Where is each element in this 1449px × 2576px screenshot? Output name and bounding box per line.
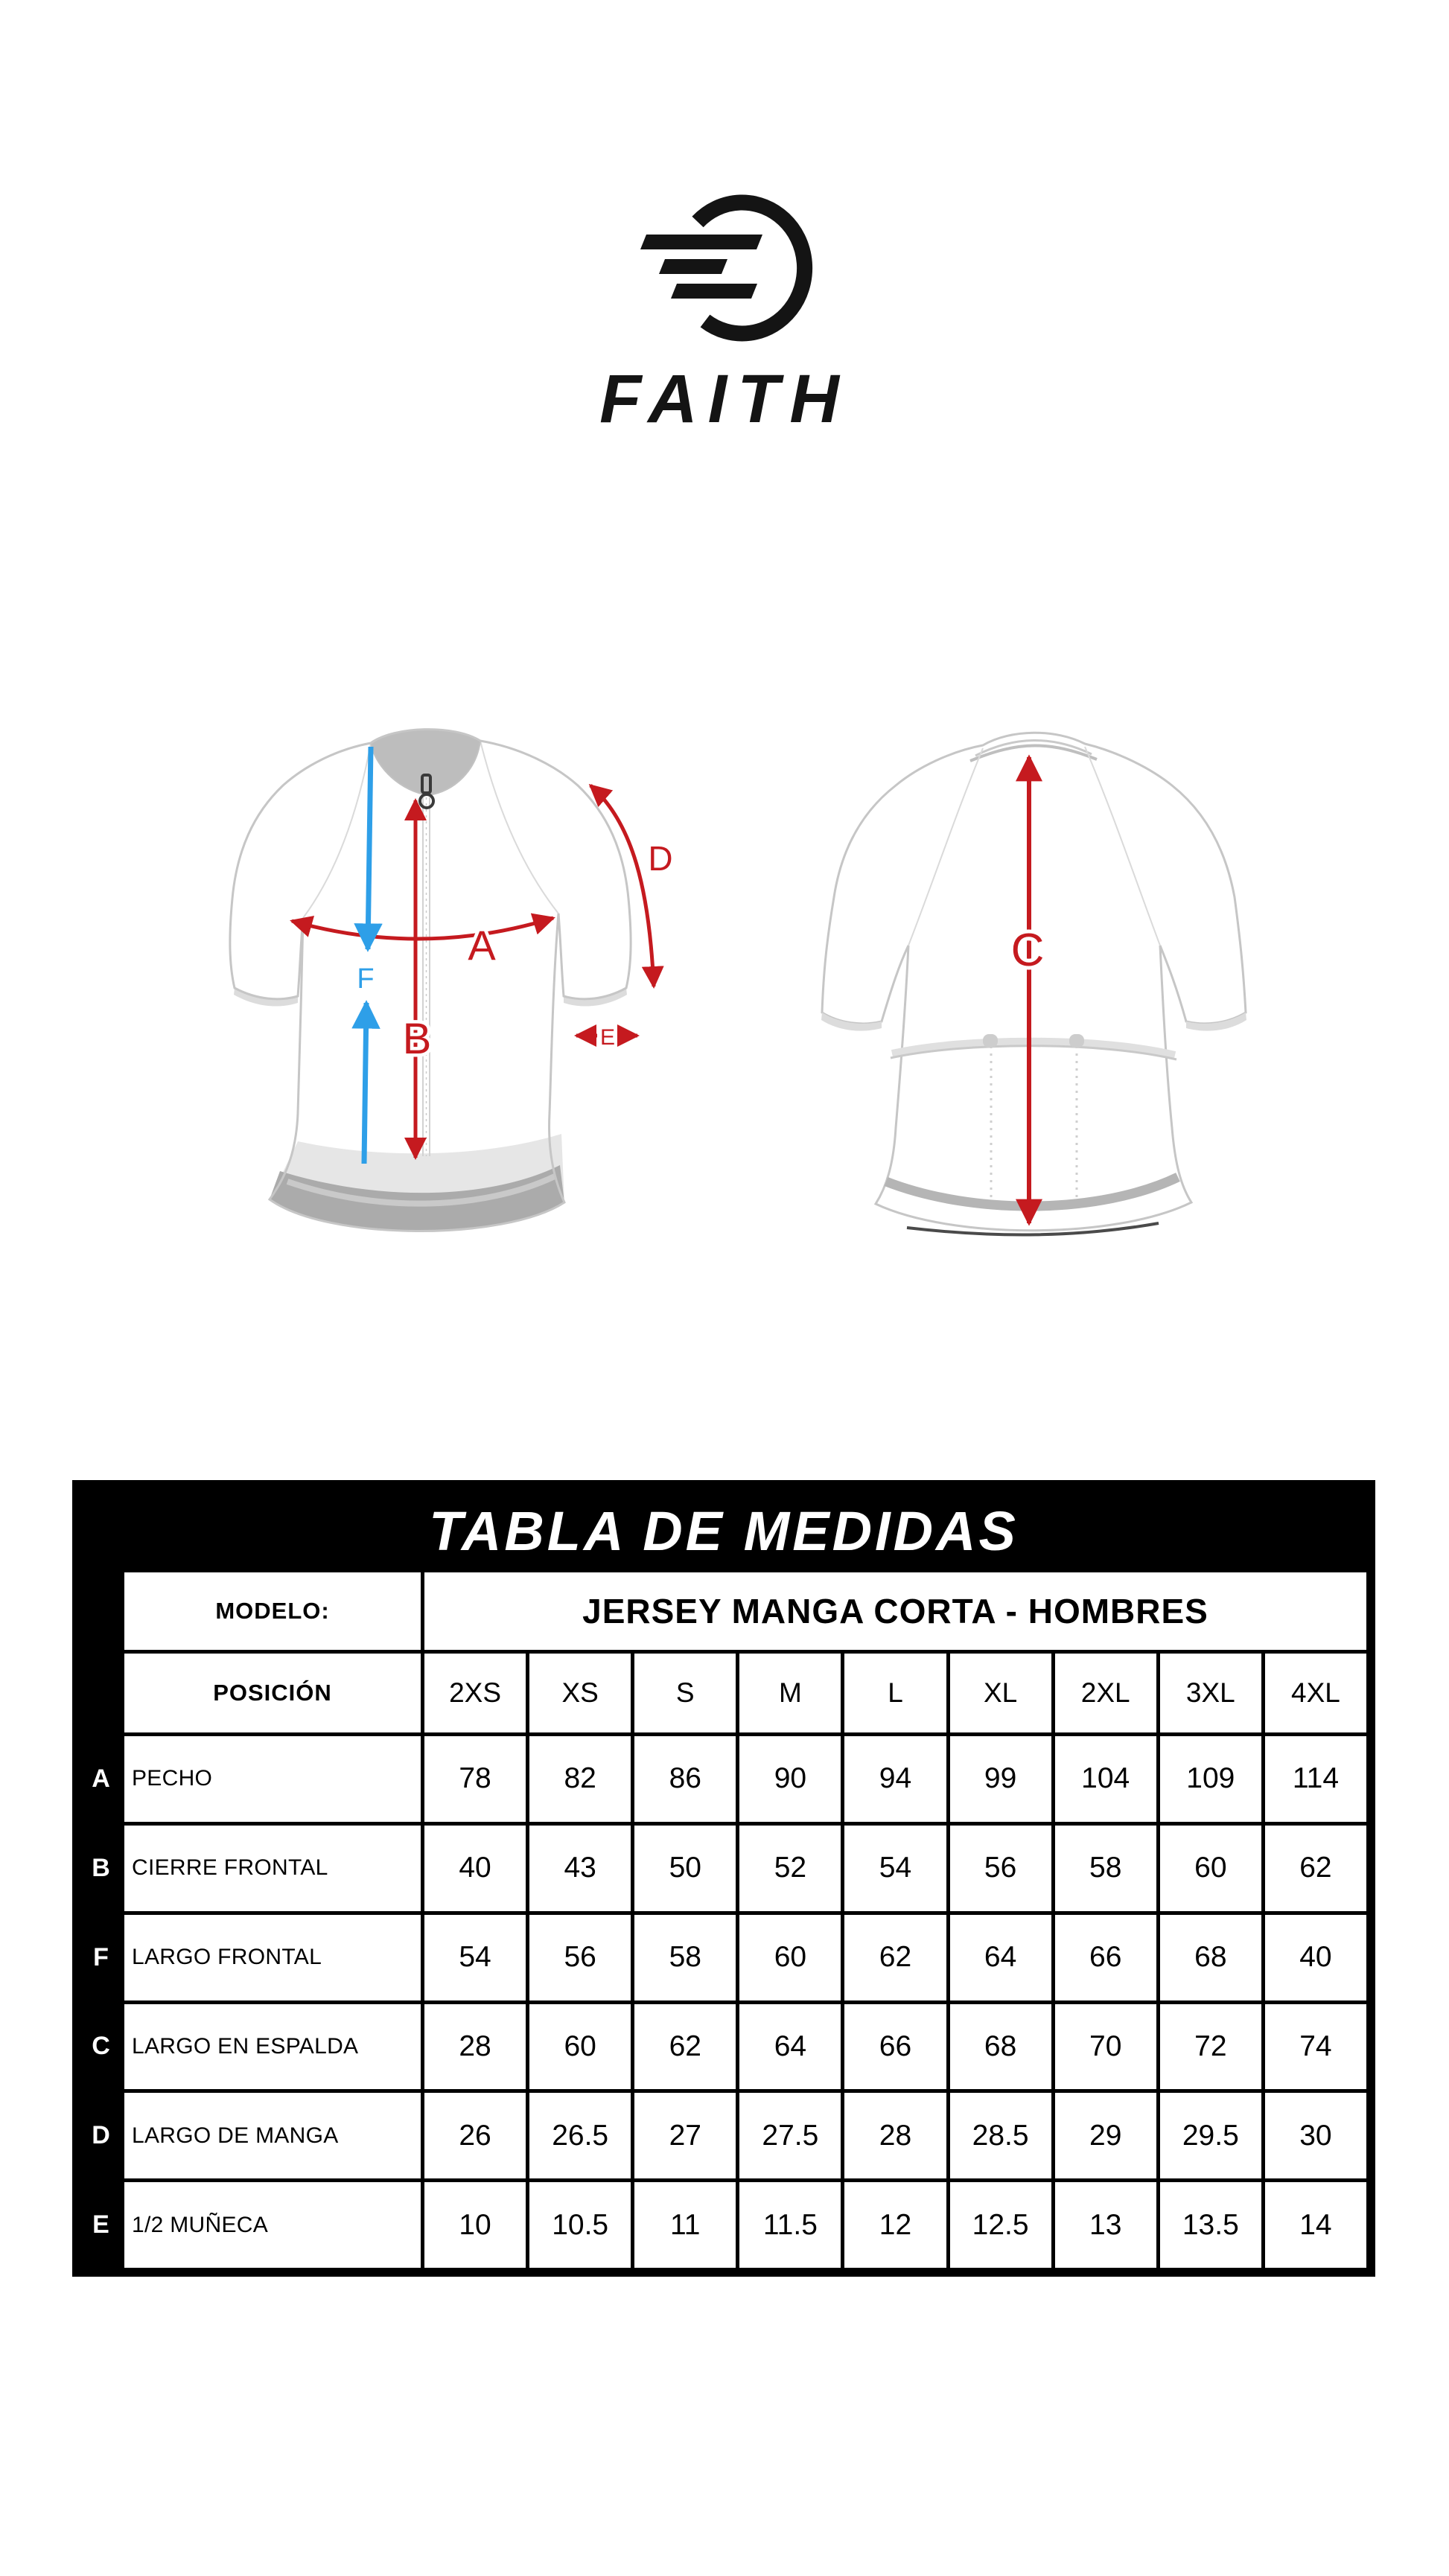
position-corner-cell bbox=[81, 1654, 121, 1732]
row-label: LARGO FRONTAL bbox=[124, 1915, 421, 2000]
measure-value: 60 bbox=[739, 1915, 841, 2000]
row-label: PECHO bbox=[124, 1736, 421, 1822]
measure-value: 68 bbox=[1160, 1915, 1261, 2000]
measure-value: 52 bbox=[739, 1826, 841, 1911]
measure-value: 30 bbox=[1265, 2093, 1366, 2178]
size-header-4xl: 4XL bbox=[1265, 1654, 1366, 1732]
measure-value: 28.5 bbox=[950, 2093, 1051, 2178]
measure-value: 74 bbox=[1265, 2004, 1366, 2090]
measure-value: 26 bbox=[424, 2093, 526, 2178]
measure-value: 56 bbox=[529, 1915, 631, 2000]
measure-value: 28 bbox=[424, 2004, 526, 2090]
measure-value: 28 bbox=[844, 2093, 946, 2178]
row-letter-f: F bbox=[81, 1915, 121, 2000]
measure-value: 86 bbox=[634, 1736, 736, 1822]
label-c: C bbox=[1010, 925, 1045, 976]
row-label: LARGO DE MANGA bbox=[124, 2093, 421, 2178]
measure-value: 11.5 bbox=[739, 2182, 841, 2268]
brand-logo-icon bbox=[611, 188, 841, 345]
label-e: E bbox=[599, 1025, 616, 1050]
measure-value: 10 bbox=[424, 2182, 526, 2268]
size-header-m: M bbox=[739, 1654, 841, 1732]
measure-value: 58 bbox=[634, 1915, 736, 2000]
label-d: D bbox=[648, 839, 673, 878]
measure-value: 54 bbox=[424, 1915, 526, 2000]
size-chart-title: TABLA DE MEDIDAS bbox=[429, 1499, 1019, 1562]
measure-value: 62 bbox=[1265, 1826, 1366, 1911]
measure-value: 99 bbox=[950, 1736, 1051, 1822]
position-label: POSICIÓN bbox=[124, 1654, 421, 1732]
measure-value: 27.5 bbox=[739, 2093, 841, 2178]
row-letter-c: C bbox=[81, 2004, 121, 2090]
label-f: F bbox=[357, 963, 375, 995]
size-header-2xl: 2XL bbox=[1055, 1654, 1156, 1732]
row-letter-e: E bbox=[81, 2182, 121, 2268]
row-label: 1/2 MUÑECA bbox=[124, 2182, 421, 2268]
size-header-xl: XL bbox=[950, 1654, 1051, 1732]
measure-value: 68 bbox=[950, 2004, 1051, 2090]
model-value: JERSEY MANGA CORTA - HOMBRES bbox=[424, 1572, 1366, 1650]
size-header-3xl: 3XL bbox=[1160, 1654, 1261, 1732]
measure-value: 54 bbox=[844, 1826, 946, 1911]
size-header-l: L bbox=[844, 1654, 946, 1732]
measure-value: 43 bbox=[529, 1826, 631, 1911]
measure-value: 62 bbox=[844, 1915, 946, 2000]
measure-value: 64 bbox=[950, 1915, 1051, 2000]
jersey-back-diagram bbox=[780, 726, 1257, 1240]
measure-value: 62 bbox=[634, 2004, 736, 2090]
label-b: B bbox=[402, 1015, 432, 1063]
measure-value: 14 bbox=[1265, 2182, 1366, 2268]
measure-value: 10.5 bbox=[529, 2182, 631, 2268]
measure-value: 60 bbox=[529, 2004, 631, 2090]
measure-value: 29.5 bbox=[1160, 2093, 1261, 2178]
measure-value: 12.5 bbox=[950, 2182, 1051, 2268]
measure-value: 72 bbox=[1160, 2004, 1261, 2090]
measure-value: 58 bbox=[1055, 1826, 1156, 1911]
cuff-arrow-e bbox=[576, 1025, 637, 1050]
measure-value: 13 bbox=[1055, 2182, 1156, 2268]
row-label: LARGO EN ESPALDA bbox=[124, 2004, 421, 2090]
jersey-front-diagram bbox=[216, 726, 678, 1240]
measure-value: 56 bbox=[950, 1826, 1051, 1911]
measure-value: 66 bbox=[1055, 1915, 1156, 2000]
measure-value: 29 bbox=[1055, 2093, 1156, 2178]
corner-cell bbox=[81, 1572, 121, 1650]
measure-value: 78 bbox=[424, 1736, 526, 1822]
row-letter-d: D bbox=[81, 2093, 121, 2178]
row-letter-b: B bbox=[81, 1826, 121, 1911]
measure-value: 27 bbox=[634, 2093, 736, 2178]
back-jersey-outline bbox=[822, 733, 1246, 1231]
measure-value: 60 bbox=[1160, 1826, 1261, 1911]
model-label: MODELO: bbox=[124, 1572, 421, 1650]
measure-value: 11 bbox=[634, 2182, 736, 2268]
measure-value: 104 bbox=[1055, 1736, 1156, 1822]
size-header-xs: XS bbox=[529, 1654, 631, 1732]
size-header-s: S bbox=[634, 1654, 736, 1732]
measure-value: 40 bbox=[1265, 1915, 1366, 2000]
row-label: CIERRE FRONTAL bbox=[124, 1826, 421, 1911]
measure-value: 114 bbox=[1265, 1736, 1366, 1822]
size-chart-table bbox=[72, 1480, 1375, 2277]
measure-value: 26.5 bbox=[529, 2093, 631, 2178]
measure-value: 40 bbox=[424, 1826, 526, 1911]
row-letter-a: A bbox=[81, 1736, 121, 1822]
measure-value: 82 bbox=[529, 1736, 631, 1822]
measure-value: 94 bbox=[844, 1736, 946, 1822]
measure-value: 50 bbox=[634, 1826, 736, 1911]
measure-value: 66 bbox=[844, 2004, 946, 2090]
measure-value: 12 bbox=[844, 2182, 946, 2268]
label-a: A bbox=[468, 922, 496, 969]
brand-name: FAITH bbox=[599, 361, 850, 437]
measure-value: 90 bbox=[739, 1736, 841, 1822]
measure-value: 109 bbox=[1160, 1736, 1261, 1822]
measure-value: 13.5 bbox=[1160, 2182, 1261, 2268]
size-grid bbox=[81, 1572, 1366, 2268]
measure-value: 64 bbox=[739, 2004, 841, 2090]
measure-value: 70 bbox=[1055, 2004, 1156, 2090]
size-header-2xs: 2XS bbox=[424, 1654, 526, 1732]
